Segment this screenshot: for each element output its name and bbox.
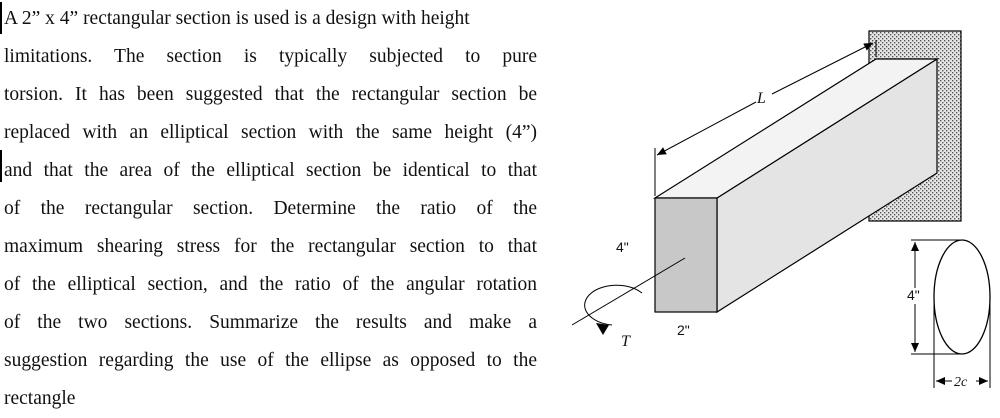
torque-arc	[585, 285, 642, 325]
problem-line: rectangle	[4, 388, 76, 409]
problem-line: and that the area of the elliptical section be identical to that	[4, 160, 537, 181]
width-label: 2"	[677, 322, 690, 338]
problem-line: of the rectangular section. Determine the ratio of the	[4, 198, 537, 219]
length-label: L	[757, 90, 766, 107]
height-label: 4"	[616, 239, 629, 255]
problem-line: limitations. The section is typically subjected to pure	[4, 46, 537, 67]
ellipse-height-label: 4"	[907, 287, 920, 303]
problem-line: maximum shearing stress for the rectangular section to that	[4, 236, 537, 257]
ellipse-width-label: 2c	[954, 375, 968, 390]
problem-line: of the two sections. Summarize the results and make a	[4, 312, 537, 333]
problem-line: torsion. It has been suggested that the rectangular section be	[4, 84, 537, 105]
torque-label: T	[621, 333, 630, 350]
beam-front-face	[655, 198, 717, 312]
problem-line: of the elliptical section, and the ratio of the angular rotation	[4, 274, 537, 295]
problem-line: A 2” x 4” rectangular section is used is a design with height	[4, 8, 470, 29]
problem-line: suggestion regarding the use of the ellipse as opposed to the	[4, 350, 537, 371]
torque-arrowhead	[596, 323, 609, 335]
elliptical-section	[934, 240, 990, 354]
problem-line: replaced with an elliptical section with the same height (4”)	[4, 122, 537, 143]
